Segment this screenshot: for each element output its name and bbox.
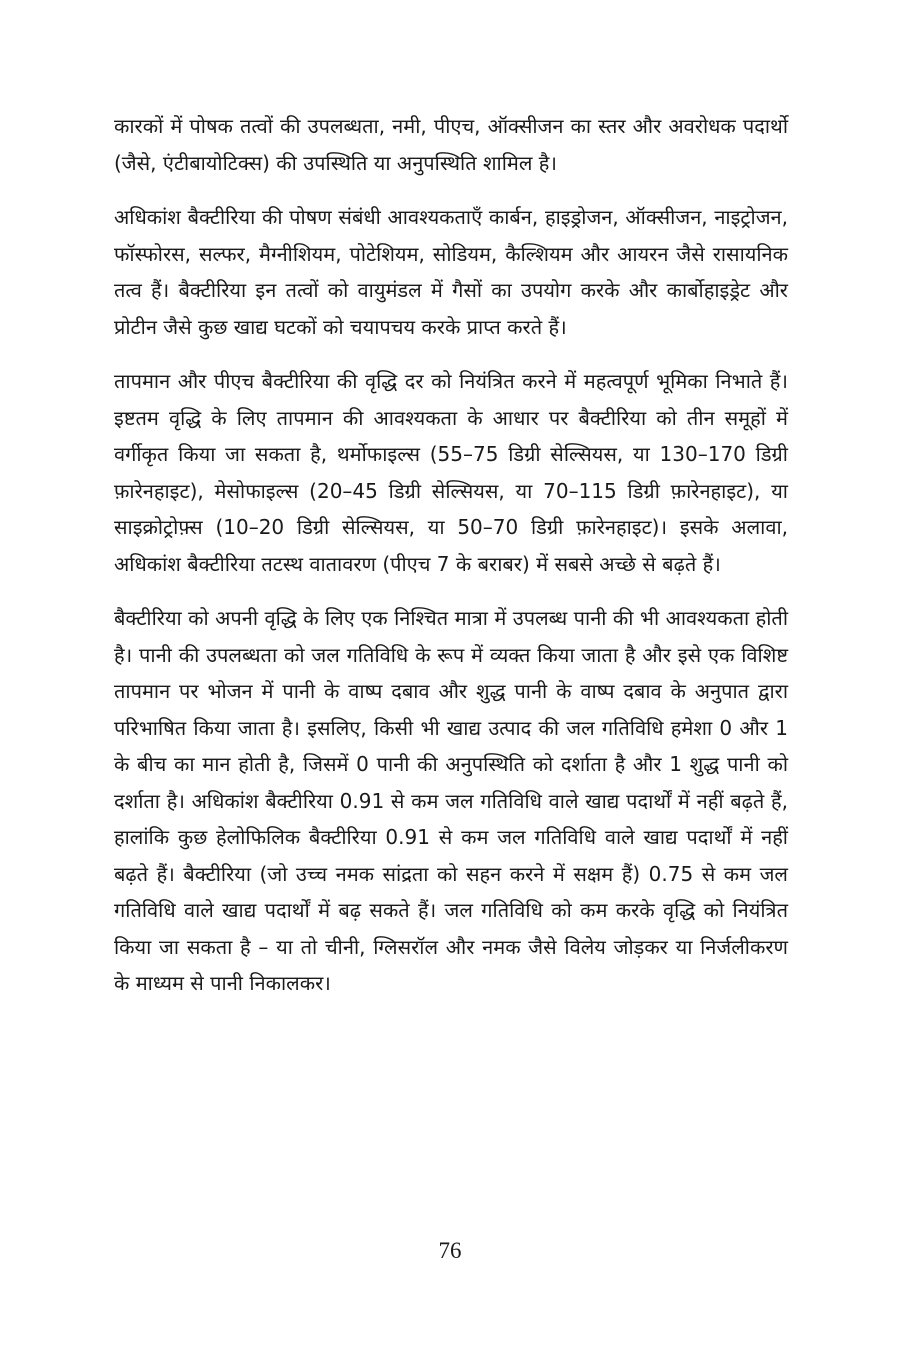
paragraph-nutrition: अधिकांश बैक्टीरिया की पोषण संबंधी आवश्यकताएँ कार्बन, हाइड्रोजन, ऑक्सीजन, नाइट्रोजन, फॉस्फोरस, सल्फर, मैग्नीशियम, पोटेशियम, सोडियम, कैल्शियम और आयरन जैसे रासायनिक तत्व हैं। बैक्टीरिया इन तत्वों को वायुमंडल में गैसों का उपयोग करके और कार्बोहाइड्रेट और प्रोटीन जैसे कुछ खाद्य घटकों को चयापचय करके प्राप्त करते हैं। xyxy=(114,205,788,339)
paragraph-temperature-ph: तापमान और पीएच बैक्टीरिया की वृद्धि दर को नियंत्रित करने में महत्वपूर्ण भूमिका निभाते हैं। इष्टतम वृद्धि के लिए तापमान की आवश्यकता के आधार पर बैक्टीरिया को तीन समूहों में वर्गीकृत किया जा सकता है, थर्मोफाइल्स (55–75 डिग्री सेल्सियस, या 130–170 डिग्री फ़ारेनहाइट), मेसोफाइल्स (20–45 डिग्री सेल्सियस, या 70–115 डिग्री फ़ारेनहाइट), या साइक्रोट्रोफ़्स (10–20 डिग्री सेल्सियस, या 50–70 डिग्री फ़ारेनहाइट)। इसके अलावा, अधिकांश बैक्टीरिया तटस्थ वातावरण (पीएच 7 के बराबर) में सबसे अच्छे से बढ़ते हैं। xyxy=(114,369,788,576)
page-body xyxy=(114,108,788,1020)
page-number: 76 xyxy=(438,1238,462,1263)
paragraph-water-activity: बैक्टीरिया को अपनी वृद्धि के लिए एक निश्चित मात्रा में उपलब्ध पानी की भी आवश्यकता होती है। पानी की उपलब्धता को जल गतिविधि के रूप में व्यक्त किया जाता है और इसे एक विशिष्ट तापमान पर भोजन में पानी के वाष्प दबाव और शुद्ध पानी के वाष्प दबाव के अनुपात द्वारा परिभाषित किया जाता है। इसलिए, किसी भी खाद्य उत्पाद की जल गतिविधि हमेशा 0 और 1 के बीच का मान होती है, जिसमें 0 पानी की अनुपस्थिति को दर्शाता है और 1 शुद्ध पानी को दर्शाता है। अधिकांश बैक्टीरिया 0.91 से कम जल गतिविधि वाले खाद्य पदार्थों में नहीं बढ़ते हैं, हालांकि कुछ हेलोफिलिक बैक्टीरिया 0.91 से कम जल गतिविधि वाले खाद्य पदार्थों में नहीं बढ़ते हैं। बैक्टीरिया (जो उच्च नमक सांद्रता को सहन करने में सक्षम हैं) 0.75 से कम जल गतिविधि वाले खाद्य पदार्थों में बढ़ सकते हैं। जल गतिविधि को कम करके वृद्धि को नियंत्रित किया जा सकता है – या तो चीनी, ग्लिसरॉल और नमक जैसे विलेय जोड़कर या निर्जलीकरण के माध्यम से पानी निकालकर। xyxy=(114,606,788,995)
paragraph-factors: कारकों में पोषक तत्वों की उपलब्धता, नमी, पीएच, ऑक्सीजन का स्तर और अवरोधक पदार्थो (जैसे, एंटीबायोटिक्स) की उपस्थिति या अनुपस्थिति शामिल है। xyxy=(114,114,788,175)
